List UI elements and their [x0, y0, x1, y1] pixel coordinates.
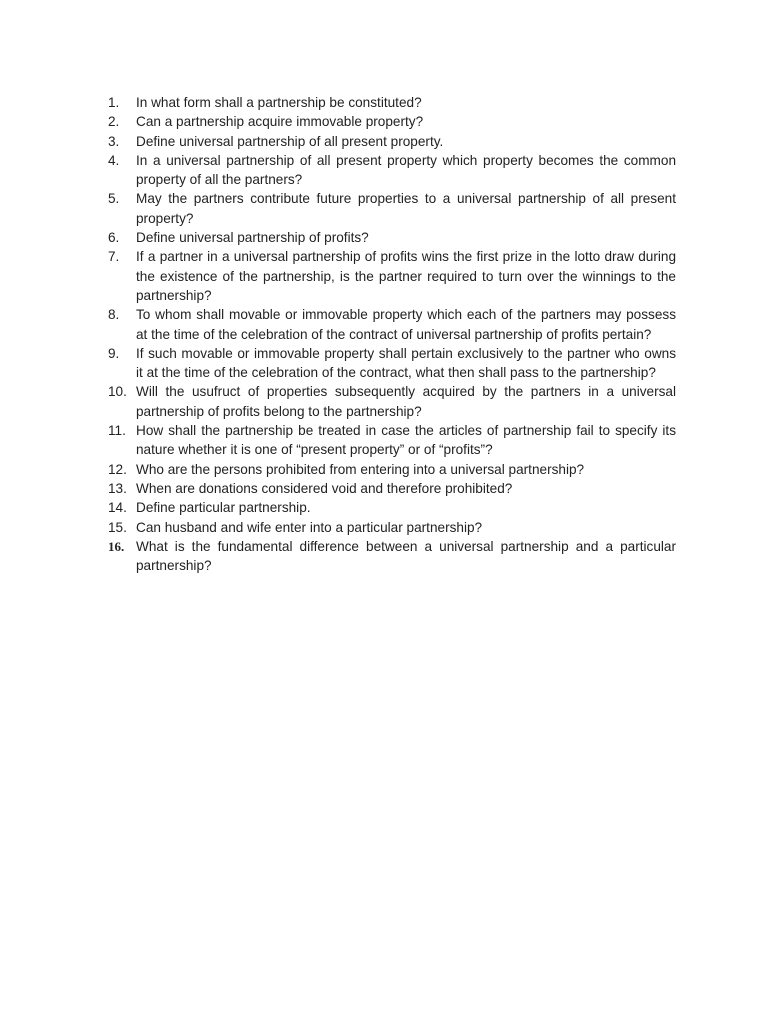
item-number: 4.: [108, 152, 120, 168]
item-number: 11.: [108, 423, 126, 439]
item-number: 2.: [108, 114, 120, 130]
item-number: 14.: [108, 500, 127, 516]
list-item: [108, 132, 676, 151]
list-item: [108, 460, 676, 479]
item-number: 8.: [108, 307, 120, 323]
list-item: [108, 537, 676, 576]
item-text: If a partner in a universal partnership of profits wins the first prize in the lotto draw during the existence of the partnership, is the partner required to turn over the winnings to the partnership?: [136, 249, 676, 303]
item-number: 9.: [108, 345, 120, 361]
item-number: 1.: [108, 95, 120, 110]
item-text: Define universal partnership of all present property.: [136, 133, 444, 149]
item-number: 3.: [108, 133, 120, 149]
item-text: In a universal partnership of all present property which property becomes the common property of all the partners?: [136, 152, 676, 188]
item-text: How shall the partnership be treated in case the articles of partnership fail to specify its nature whether it is one of “present property” or of “profits”?: [136, 423, 676, 458]
list-item: [108, 151, 676, 190]
item-text: Define particular partnership.: [136, 500, 311, 516]
item-number: 5.: [108, 191, 120, 207]
list-item: [108, 112, 676, 131]
item-number: 12.: [108, 461, 127, 477]
item-text: Can husband and wife enter into a particular partnership?: [136, 519, 483, 535]
item-number: 13.: [108, 480, 127, 496]
item-text: Can a partnership acquire immovable property?: [136, 114, 424, 130]
list-item: [108, 344, 676, 383]
item-number: 16.: [108, 538, 125, 554]
list-item: [108, 189, 676, 228]
item-text: When are donations considered void and therefore prohibited?: [136, 480, 513, 496]
list-item: [108, 518, 676, 537]
list-item: [108, 305, 676, 344]
question-list: [108, 93, 676, 575]
list-item: [108, 382, 676, 421]
item-text: What is the fundamental difference between a universal partnership and a particular partnership?: [136, 538, 676, 574]
item-number: 15.: [108, 519, 127, 535]
item-number: 10.: [108, 384, 127, 400]
list-item: [108, 228, 676, 247]
item-text: In what form shall a partnership be constituted?: [136, 95, 422, 110]
list-item: [108, 421, 676, 460]
item-text: To whom shall movable or immovable property which each of the partners may possess at the time of the celebration of the contract of universal partnership of profits pertain?: [136, 307, 676, 342]
item-number: 6.: [108, 230, 120, 246]
item-text: Define universal partnership of profits?: [136, 230, 369, 246]
list-item: [108, 498, 676, 517]
item-number: 7.: [108, 249, 120, 265]
item-text: Who are the persons prohibited from entering into a universal partnership?: [136, 461, 585, 477]
list-item: [108, 247, 676, 305]
item-text: May the partners contribute future properties to a universal partnership of all present property?: [136, 191, 676, 226]
item-text: Will the usufruct of properties subsequently acquired by the partners in a universal partnership of profits belong to the partnership?: [136, 384, 676, 419]
item-text: If such movable or immovable property shall pertain exclusively to the partner who owns it at the time of the celebration of the contract, what then shall pass to the partnership?: [136, 345, 676, 381]
list-item: [108, 479, 676, 498]
list-item: [108, 93, 676, 112]
